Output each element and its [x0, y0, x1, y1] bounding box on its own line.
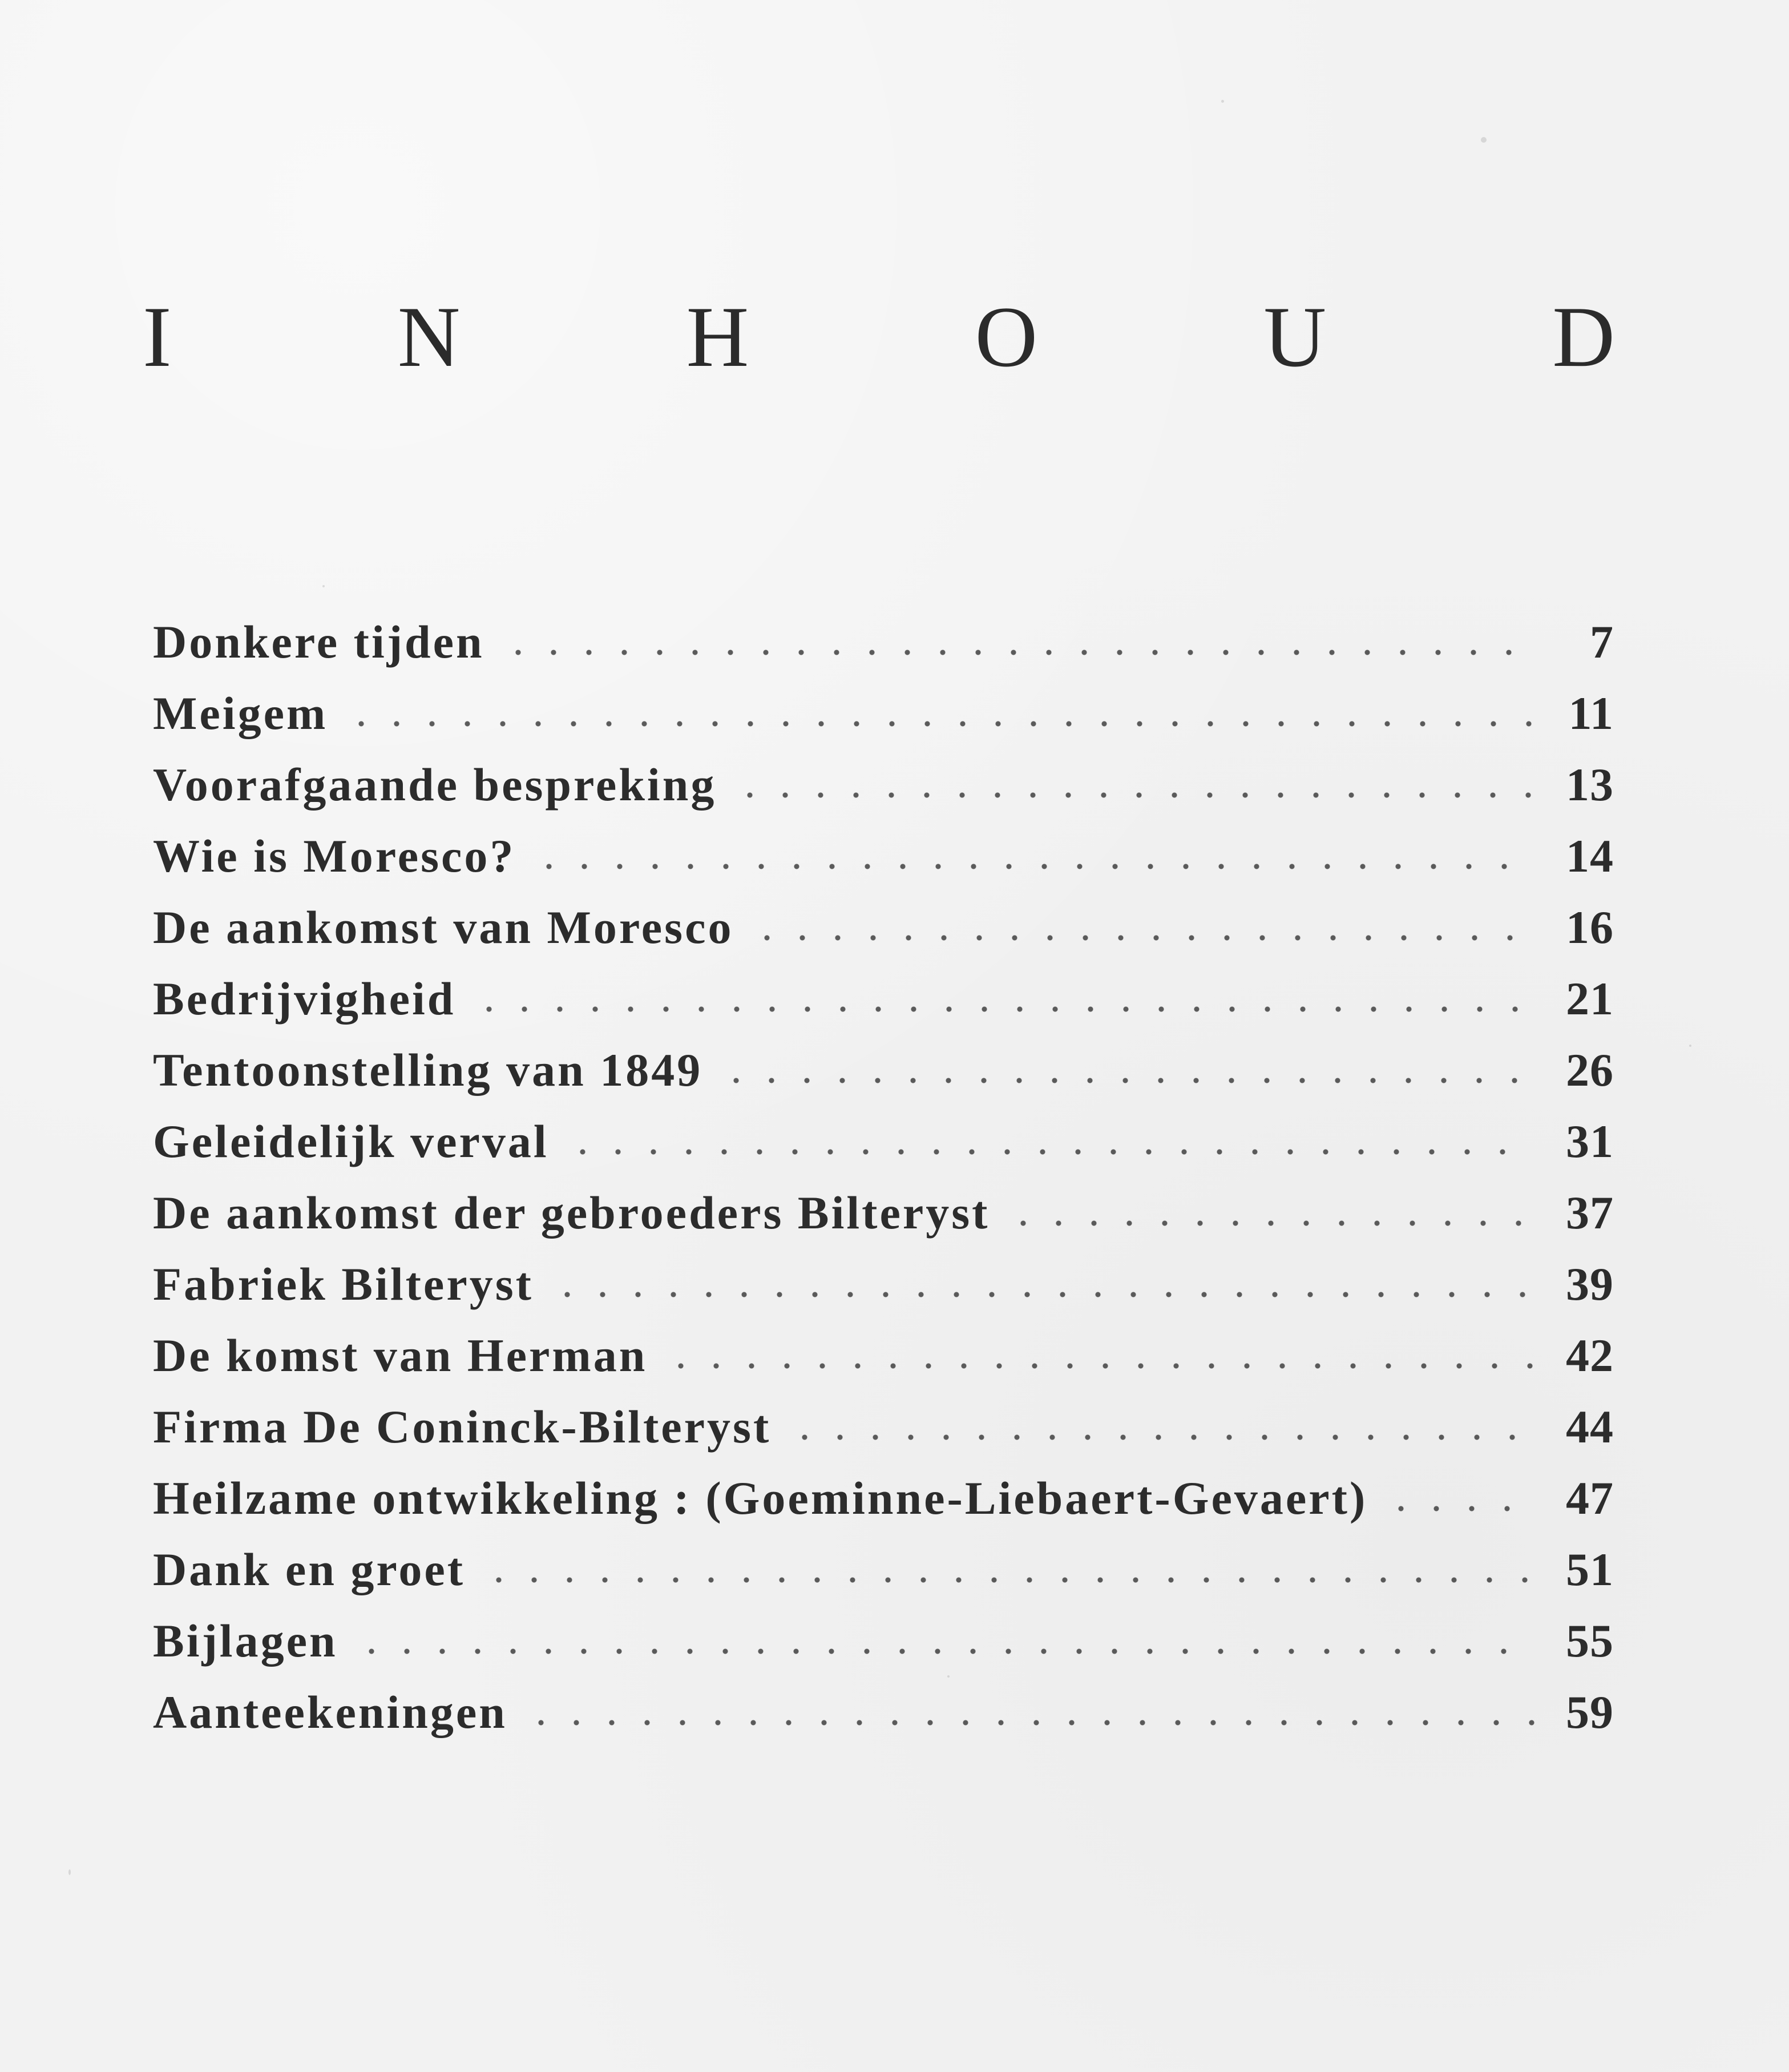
toc-row — [153, 678, 1614, 749]
toc-entry-title: Dank en groet — [153, 1543, 466, 1595]
toc-entry-page: 13 — [1566, 758, 1614, 811]
paper-speck — [947, 1675, 950, 1678]
toc-row — [153, 1034, 1614, 1106]
toc-row — [153, 1534, 1614, 1605]
toc-entry-title: Meigem — [153, 687, 328, 739]
toc-entry-page: 59 — [1566, 1686, 1614, 1738]
toc-entry-page: 26 — [1566, 1043, 1614, 1096]
toc-entry-page: 51 — [1566, 1543, 1614, 1595]
dot-leader — [565, 1148, 1535, 1155]
toc-row — [153, 1248, 1614, 1320]
title-letter: U — [1263, 289, 1327, 385]
dot-leader — [471, 1006, 1535, 1013]
toc-row — [153, 1106, 1614, 1177]
paper-speck — [68, 1869, 71, 1875]
title-letter: I — [143, 289, 172, 385]
dot-leader — [749, 934, 1535, 941]
toc-entry-page: 14 — [1566, 829, 1614, 882]
toc-entry-title: Voorafgaande bespreking — [153, 758, 717, 811]
toc-row — [153, 1320, 1614, 1391]
toc-entry-page: 11 — [1568, 687, 1614, 739]
dot-leader — [344, 720, 1535, 727]
toc-entry-page: 7 — [1590, 615, 1614, 668]
toc-entry-page: 31 — [1566, 1115, 1614, 1167]
toc-entry-title: Wie is Moresco? — [153, 829, 516, 882]
table-of-contents — [153, 606, 1614, 1748]
toc-entry-title: Donkere tijden — [153, 615, 484, 668]
toc-entry-page: 16 — [1566, 901, 1614, 953]
toc-row — [153, 606, 1614, 678]
paper-speck — [1481, 137, 1487, 143]
dot-leader — [531, 863, 1535, 870]
title-letter: N — [397, 289, 461, 385]
toc-entry-title: Geleidelijk verval — [153, 1115, 549, 1167]
toc-entry-page: 44 — [1566, 1400, 1614, 1453]
dot-leader — [1005, 1220, 1535, 1227]
dot-leader — [550, 1291, 1535, 1298]
toc-row — [153, 1177, 1614, 1248]
dot-leader — [718, 1077, 1535, 1084]
toc-entry-title: Bijlagen — [153, 1614, 338, 1667]
toc-entry-title: De komst van Herman — [153, 1329, 648, 1381]
dot-leader — [523, 1719, 1535, 1726]
toc-row — [153, 1676, 1614, 1748]
toc-entry-title: Firma De Coninck-Bilteryst — [153, 1400, 772, 1453]
title-letter: H — [686, 289, 749, 385]
toc-entry-page: 21 — [1566, 972, 1614, 1025]
toc-entry-title: Bedrijvigheid — [153, 972, 456, 1025]
toc-row — [153, 892, 1614, 963]
title-letter: O — [975, 289, 1038, 385]
title-letter: D — [1552, 289, 1615, 385]
toc-entry-title: De aankomst der gebroeders Bilteryst — [153, 1186, 990, 1239]
toc-row — [153, 963, 1614, 1034]
toc-row — [153, 749, 1614, 820]
toc-entry-title: Fabriek Bilteryst — [153, 1257, 534, 1310]
toc-row — [153, 1605, 1614, 1676]
dot-leader — [663, 1362, 1535, 1369]
dot-leader — [500, 649, 1535, 656]
toc-entry-title: De aankomst van Moresco — [153, 901, 734, 953]
dot-leader — [732, 792, 1535, 799]
dot-leader — [354, 1648, 1535, 1655]
toc-entry-title: Aanteekeningen — [153, 1686, 507, 1738]
toc-row — [153, 1391, 1614, 1462]
toc-entry-page: 37 — [1566, 1186, 1614, 1239]
dot-leader — [787, 1434, 1535, 1441]
toc-entry-title: Heilzame ontwikkeling : (Goeminne-Liebaert-Gevaert) — [153, 1472, 1368, 1524]
toc-entry-page: 55 — [1566, 1614, 1614, 1667]
paper-speck — [1689, 1045, 1691, 1047]
paper-speck — [322, 585, 325, 587]
toc-row — [153, 1462, 1614, 1534]
toc-entry-page: 47 — [1566, 1472, 1614, 1524]
dot-leader — [481, 1577, 1535, 1583]
paper-speck — [1221, 100, 1224, 103]
page-title — [143, 289, 1615, 385]
toc-entry-title: Tentoonstelling van 1849 — [153, 1043, 703, 1096]
dot-leader — [1383, 1505, 1535, 1512]
toc-entry-page: 39 — [1566, 1257, 1614, 1310]
toc-entry-page: 42 — [1566, 1329, 1614, 1381]
toc-row — [153, 820, 1614, 892]
